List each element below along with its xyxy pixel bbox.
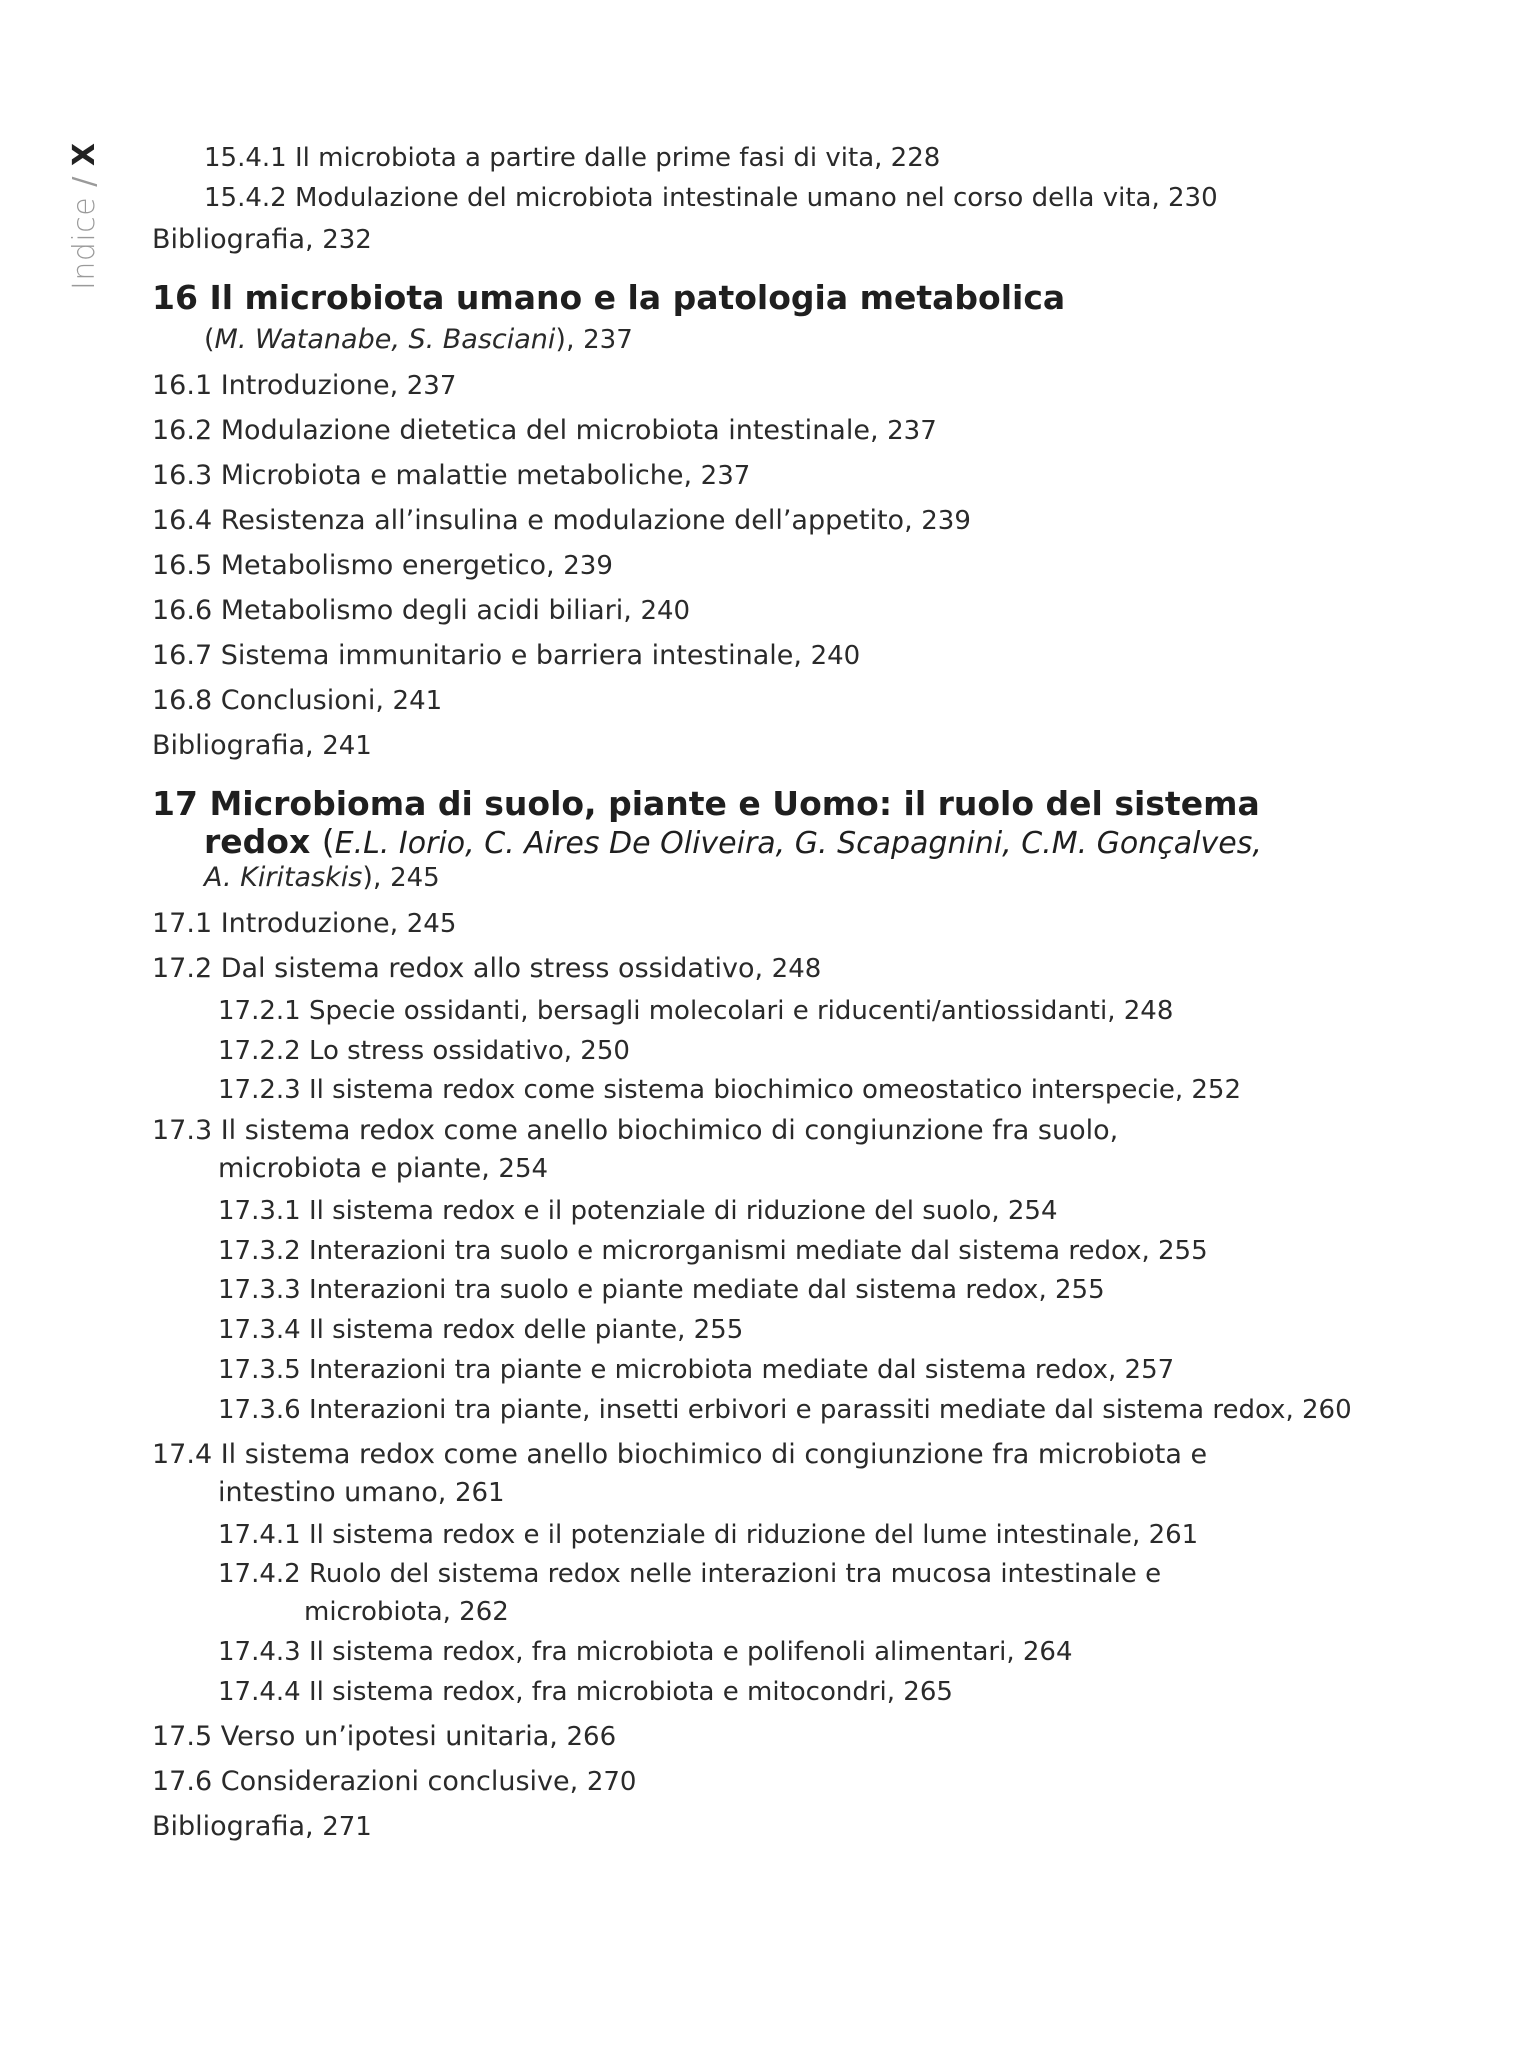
toc-entry-number: 17.3.5 — [218, 1355, 301, 1385]
toc-entry — [152, 413, 937, 449]
toc-entry-title: Modulazione dietetica del microbiota intestinale, — [220, 415, 879, 446]
toc-entry-title: Interazioni tra suolo e microrganismi mediate dal sistema redox, — [308, 1236, 1150, 1266]
toc-entry-title: Il sistema redox e il potenziale di riduzione del suolo, — [308, 1196, 1000, 1226]
toc-entry-number: 17.1 — [152, 908, 213, 939]
toc-entry — [152, 1764, 636, 1800]
toc-entry-title: Sistema immunitario e barriera intestinale, — [220, 640, 802, 671]
toc-entry — [152, 784, 1260, 824]
toc-entry — [218, 1312, 743, 1348]
toc-entry-title: Bibliografia, — [152, 730, 314, 761]
toc-entry-number: 17.4.4 — [218, 1677, 301, 1707]
toc-entry — [152, 222, 372, 258]
toc-entry-title: Il sistema redox come anello biochimico di congiunzione fra microbiota e — [220, 1439, 1208, 1470]
toc-entry — [152, 1719, 616, 1755]
toc-entry — [204, 140, 940, 176]
toc-authors-open: ( — [204, 324, 215, 355]
toc-entry — [218, 1634, 1073, 1670]
toc-entry-number: 17.2.1 — [218, 996, 301, 1026]
toc-entry — [204, 180, 1218, 216]
toc-entry — [204, 822, 1262, 864]
toc-entry-page: 228 — [890, 143, 941, 173]
toc-entry-page: 245 — [406, 909, 457, 939]
toc-entry-title: Il sistema redox, fra microbiota e mitocondri, — [308, 1677, 896, 1707]
toc-entry — [218, 1233, 1208, 1269]
toc-entry-page: 261 — [454, 1478, 505, 1508]
toc-entry-title: Bibliografia, — [152, 1811, 314, 1842]
toc-entry-number: 17.2 — [152, 953, 213, 984]
toc-entry-page: 270 — [586, 1767, 637, 1797]
toc-entry-page: 264 — [1022, 1637, 1073, 1667]
toc-entry — [152, 503, 971, 539]
toc-entry-page: 230 — [1167, 183, 1218, 213]
running-head-separator: / — [67, 166, 102, 197]
toc-entry-page: 237 — [406, 371, 457, 401]
toc-entry-authors: A. Kiritaskis — [204, 862, 363, 893]
toc-entry-page: 266 — [566, 1722, 617, 1752]
toc-entry-number: 16.3 — [152, 460, 213, 491]
toc-entry-number: 15.4.2 — [204, 183, 287, 213]
toc-entry-page: 248 — [771, 954, 822, 984]
toc-entry-title: Ruolo del sistema redox nelle interazioni tra mucosa intestinale e — [308, 1559, 1162, 1589]
toc-entry-number: 17.2.2 — [218, 1036, 301, 1066]
toc-entry-title: Microbioma di suolo, piante e Uomo: il ruolo del sistema — [209, 784, 1260, 823]
toc-entry — [204, 860, 440, 896]
toc-entry-page: 252 — [1191, 1075, 1242, 1105]
toc-entry-page: 239 — [921, 506, 971, 536]
page-number: X — [67, 142, 102, 167]
toc-entry — [152, 593, 690, 629]
toc-entry — [152, 368, 456, 404]
toc-entry — [218, 1556, 1161, 1592]
toc-entry-number: 17.6 — [152, 1766, 213, 1797]
toc-entry-page: 265 — [903, 1677, 953, 1707]
toc-entry-authors: E.L. Iorio, C. Aires De Oliveira, G. Scapagnini, C.M. Gonçalves, — [334, 826, 1262, 861]
toc-entry-title: Il microbiota a partire dalle prime fasi di vita, — [294, 143, 883, 173]
running-head — [67, 142, 102, 290]
toc-entry-title: intestino umano, — [218, 1477, 447, 1508]
toc-entry-number: 17.3.2 — [218, 1236, 301, 1266]
toc-authors-close: ), — [555, 324, 575, 355]
toc-entry-page: 232 — [322, 225, 372, 255]
toc-entry-title: Resistenza all’insulina e modulazione dell’appetito, — [220, 505, 913, 536]
toc-entry-title: Il sistema redox, fra microbiota e polifenoli alimentari, — [308, 1637, 1015, 1667]
toc-entry-page: 257 — [1124, 1355, 1175, 1385]
toc-entry — [152, 278, 1065, 318]
toc-entry-page: 262 — [459, 1597, 509, 1627]
toc-entry-number: 17.3.4 — [218, 1315, 301, 1345]
toc-authors-open: ( — [321, 822, 335, 861]
toc-entry — [218, 1272, 1105, 1308]
toc-entry-page: 240 — [640, 596, 691, 626]
toc-entry-number: 17.4.2 — [218, 1559, 301, 1589]
toc-entry-title: Lo stress ossidativo, — [308, 1036, 573, 1066]
toc-entry-title: Il microbiota umano e la patologia metabolica — [209, 278, 1066, 317]
toc-entry-number: 17.3.1 — [218, 1196, 301, 1226]
toc-entry-number: 17.3.6 — [218, 1395, 301, 1425]
toc-entry-title: microbiota, — [304, 1597, 451, 1627]
running-head-label: Indice — [67, 196, 102, 290]
toc-entry — [218, 1352, 1174, 1388]
toc-entry — [152, 906, 456, 942]
toc-entry — [152, 1437, 1207, 1473]
toc-entry-number: 17.5 — [152, 1721, 213, 1752]
toc-entry-title: Il sistema redox delle piante, — [308, 1315, 686, 1345]
toc-entry-title: Dal sistema redox allo stress ossidativo, — [220, 953, 764, 984]
toc-entry-number: 17.4.3 — [218, 1637, 301, 1667]
toc-entry-number: 16 — [152, 278, 198, 317]
toc-authors-close: ), — [362, 862, 382, 893]
toc-entry-page: 255 — [1054, 1275, 1105, 1305]
toc-entry-title: Conclusioni, — [220, 685, 384, 716]
toc-entry-page: 237 — [583, 325, 633, 355]
toc-entry-number: 16.4 — [152, 505, 213, 536]
toc-entry — [152, 458, 750, 494]
toc-entry-page: 271 — [322, 1812, 372, 1842]
toc-entry — [152, 728, 372, 764]
toc-entry-page: 250 — [580, 1036, 630, 1066]
toc-entry-number: 16.2 — [152, 415, 213, 446]
toc-entry-page: 239 — [563, 551, 613, 581]
toc-entry-title: Considerazioni conclusive, — [220, 1766, 579, 1797]
toc-entry-page: 241 — [322, 731, 372, 761]
toc-entry-page: 255 — [693, 1315, 744, 1345]
toc-entry-title: Il sistema redox come anello biochimico di congiunzione fra suolo, — [220, 1115, 1119, 1146]
toc-entry-title: Metabolismo degli acidi biliari, — [220, 595, 632, 626]
toc-entry-title: Il sistema redox come sistema biochimico omeostatico interspecie, — [308, 1075, 1184, 1105]
toc-entry-page: 241 — [392, 686, 443, 716]
toc-entry — [218, 1033, 630, 1069]
toc-entry — [152, 638, 860, 674]
toc-entry-page: 245 — [390, 863, 440, 893]
toc-entry-number: 17.4.1 — [218, 1520, 301, 1550]
toc-entry-number: 16.8 — [152, 685, 213, 716]
toc-entry — [304, 1594, 509, 1630]
toc-entry — [218, 1151, 548, 1187]
toc-entry — [152, 548, 613, 584]
toc-entry-page: 261 — [1148, 1520, 1199, 1550]
toc-entry-title: Interazioni tra piante, insetti erbivori e parassiti mediate dal sistema redox, — [308, 1395, 1294, 1425]
toc-entry — [152, 1809, 372, 1845]
toc-entry-number: 16.1 — [152, 370, 213, 401]
toc-entry-title: Verso un’ipotesi unitaria, — [220, 1721, 558, 1752]
toc-entry-title: Metabolismo energetico, — [220, 550, 555, 581]
toc-entry-title: Introduzione, — [220, 908, 399, 939]
toc-entry-page: 254 — [1007, 1196, 1058, 1226]
toc-entry — [218, 1517, 1198, 1553]
toc-entry-title: Interazioni tra piante e microbiota mediate dal sistema redox, — [308, 1355, 1117, 1385]
toc-entry-title: Il sistema redox e il potenziale di riduzione del lume intestinale, — [308, 1520, 1141, 1550]
toc-entry-title: microbiota e piante, — [218, 1153, 490, 1184]
toc-entry-number: 17.2.3 — [218, 1075, 301, 1105]
toc-entry-page: 254 — [498, 1154, 549, 1184]
toc-entry-page: 248 — [1123, 996, 1174, 1026]
toc-entry-number: 16.5 — [152, 550, 213, 581]
toc-entry-number: 17.4 — [152, 1439, 213, 1470]
toc-entry — [152, 683, 442, 719]
toc-entry-number: 17.3 — [152, 1115, 213, 1146]
toc-entry-number: 16.7 — [152, 640, 213, 671]
toc-entry-title: Microbiota e malattie metaboliche, — [220, 460, 693, 491]
toc-entry-page: 237 — [700, 461, 751, 491]
toc-entry — [218, 1072, 1241, 1108]
toc-entry — [218, 1392, 1352, 1428]
toc-entry-page: 255 — [1157, 1236, 1208, 1266]
toc-entry-title: Interazioni tra suolo e piante mediate dal sistema redox, — [308, 1275, 1047, 1305]
toc-entry-title: redox — [204, 822, 311, 861]
toc-entry-number: 15.4.1 — [204, 143, 287, 173]
toc-entry-title: Introduzione, — [220, 370, 399, 401]
toc-entry-authors: M. Watanabe, S. Basciani — [214, 324, 556, 355]
toc-entry — [152, 1113, 1118, 1149]
toc-entry — [204, 322, 633, 358]
toc-entry — [218, 1193, 1058, 1229]
toc-entry — [218, 1674, 953, 1710]
toc-entry-number: 16.6 — [152, 595, 213, 626]
toc-entry-title: Bibliografia, — [152, 224, 314, 255]
toc-entry-page: 240 — [810, 641, 861, 671]
toc-entry-title: Modulazione del microbiota intestinale umano nel corso della vita, — [294, 183, 1160, 213]
toc-entry — [152, 951, 821, 987]
toc-entry — [218, 993, 1173, 1029]
toc-entry-number: 17 — [152, 784, 198, 823]
toc-entry-number: 17.3.3 — [218, 1275, 301, 1305]
toc-entry-page: 260 — [1301, 1395, 1352, 1425]
toc-entry-title: Specie ossidanti, bersagli molecolari e riducenti/antiossidanti, — [308, 996, 1116, 1026]
toc-entry-page: 237 — [887, 416, 937, 446]
toc-entry — [218, 1475, 505, 1511]
